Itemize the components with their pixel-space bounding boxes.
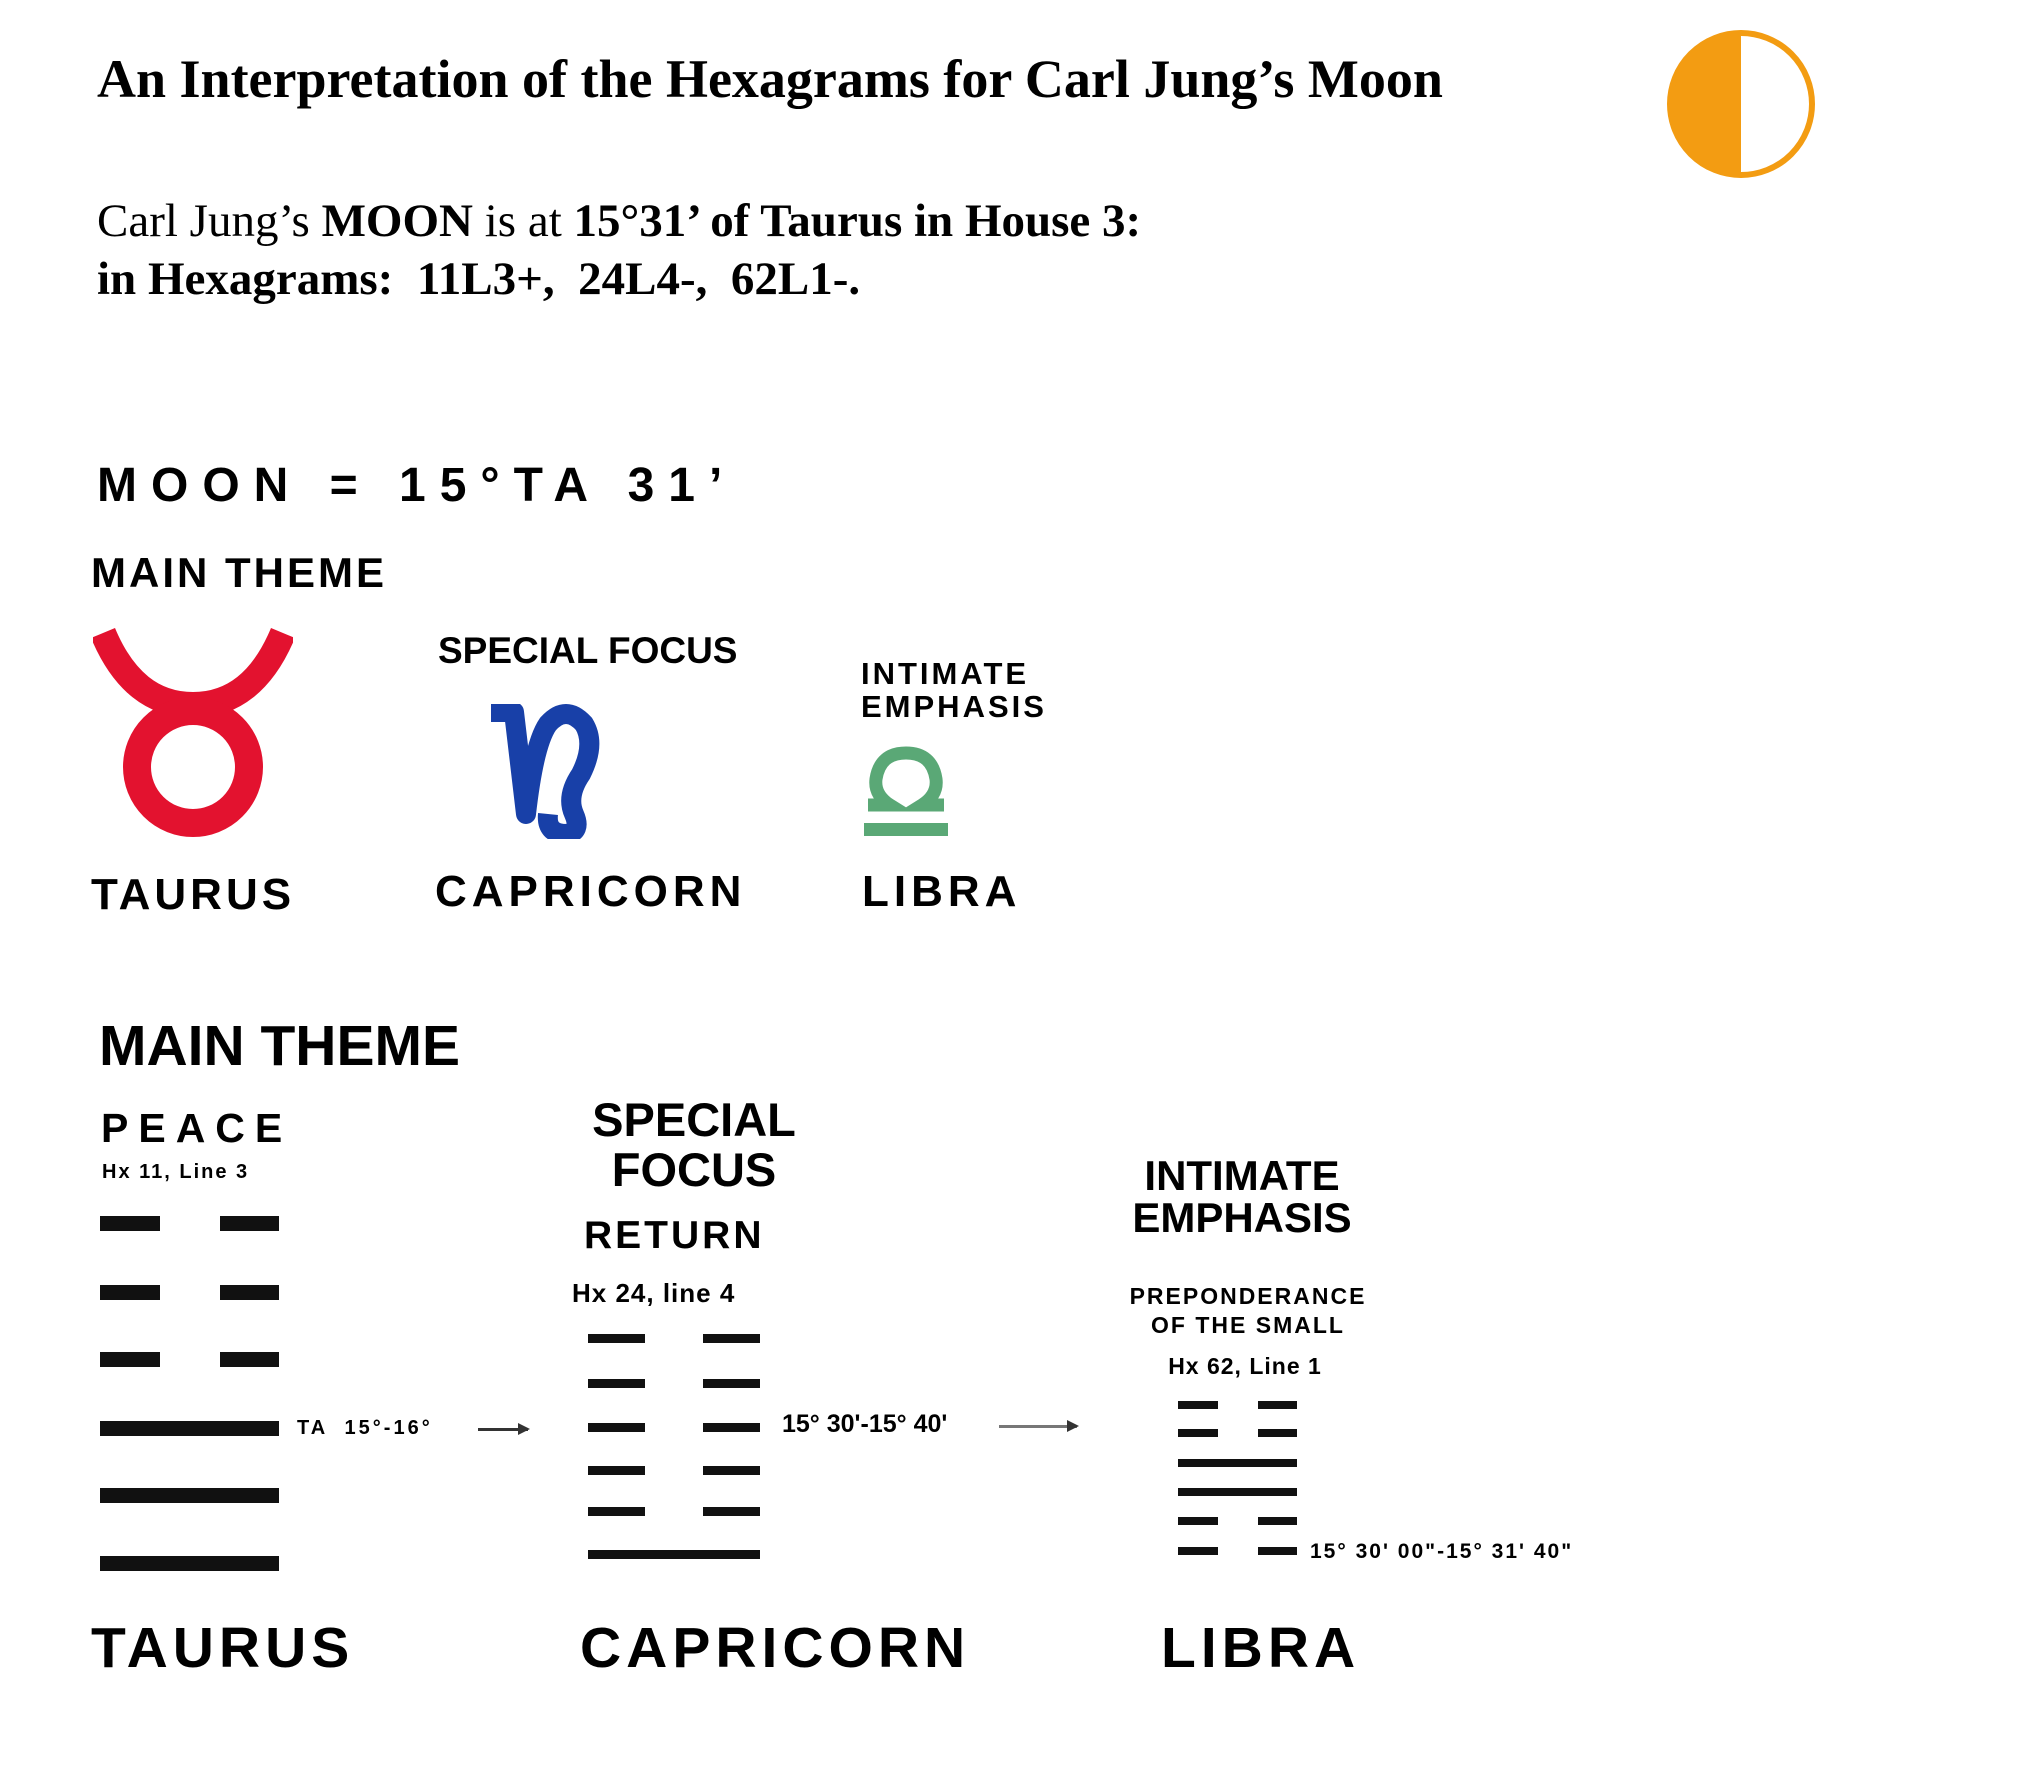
arrow-icon: [478, 1428, 528, 1431]
hexagram-62-heading-line1: INTIMATE: [1144, 1152, 1340, 1199]
yin-line-segment: [1178, 1429, 1218, 1437]
yang-line: [100, 1556, 279, 1571]
hexagram-11-ref: Hx 11, Line 3: [102, 1161, 250, 1183]
hexagram-24-ref: Hx 24, line 4: [572, 1278, 736, 1308]
yin-line-segment: [1258, 1517, 1298, 1525]
yin-line-segment: [588, 1466, 645, 1475]
hexagram-62-heading-line2: EMPHASIS: [1132, 1194, 1352, 1241]
yin-line-segment: [703, 1334, 760, 1343]
yin-line-segment: [703, 1507, 760, 1516]
yang-line: [1178, 1459, 1297, 1467]
hexagram-24-range: 15° 30'-15° 40': [782, 1410, 948, 1438]
moon-half-icon: [1665, 28, 1817, 180]
yin-line-segment: [220, 1285, 280, 1300]
hexagram-sign-taurus: TAURUS: [91, 1616, 355, 1680]
page-title: An Interpretation of the Hexagrams for Carl Jung’s Moon: [97, 49, 1443, 109]
moon-position: MOON = 15°TA 31’: [97, 459, 737, 512]
hexagram-11-name: PEACE: [101, 1105, 293, 1151]
hexagram-62-name-line1: PREPONDERANCE: [1129, 1283, 1367, 1309]
taurus-icon: [93, 625, 293, 840]
yin-line-segment: [703, 1423, 760, 1432]
capricorn-icon: [486, 704, 601, 839]
yang-line: [588, 1550, 760, 1559]
signs-intimate-line2: EMPHASIS: [861, 689, 1047, 724]
yin-line-segment: [588, 1379, 645, 1388]
intro-moon: MOON: [321, 195, 473, 247]
libra-icon: [862, 743, 950, 839]
yin-line-segment: [1178, 1517, 1218, 1525]
yin-line-segment: [100, 1352, 160, 1367]
hexagram-main-theme-heading: MAIN THEME: [99, 1014, 460, 1078]
hexagram-62-name-line2: OF THE SMALL: [1151, 1312, 1345, 1338]
intro-position: 15°31’ of Taurus in House 3:: [573, 195, 1142, 247]
hexagram-24-name: RETURN: [584, 1214, 765, 1257]
signs-main-theme-heading: MAIN THEME: [91, 549, 387, 596]
hexagram-sign-libra: LIBRA: [1161, 1616, 1361, 1680]
hexagram-11-range: TA 15°-16°: [297, 1417, 433, 1439]
yin-line-segment: [1258, 1429, 1298, 1437]
yin-line-segment: [1258, 1547, 1298, 1555]
yin-line-segment: [1258, 1401, 1298, 1409]
hexagram-62-range: 15° 30' 00"-15° 31' 40": [1310, 1540, 1574, 1563]
yang-line: [100, 1421, 279, 1436]
yin-line-segment: [100, 1216, 160, 1231]
yin-line-segment: [1178, 1401, 1218, 1409]
arrow-icon: [999, 1425, 1077, 1428]
yin-line-segment: [220, 1352, 280, 1367]
yin-line-segment: [100, 1285, 160, 1300]
hexagram-62-ref: Hx 62, Line 1: [1168, 1353, 1322, 1379]
intro-line-2: in Hexagrams: 11L3+, 24L4-, 62L1-.: [97, 253, 861, 305]
yang-line: [100, 1488, 279, 1503]
sign-label-capricorn: CAPRICORN: [435, 867, 747, 916]
hexagram-24-heading-line1: SPECIAL: [592, 1093, 796, 1146]
yin-line-segment: [703, 1379, 760, 1388]
yin-line-segment: [588, 1334, 645, 1343]
yin-line-segment: [220, 1216, 280, 1231]
yin-line-segment: [588, 1507, 645, 1516]
yin-line-segment: [703, 1466, 760, 1475]
signs-intimate-line1: INTIMATE: [861, 656, 1030, 691]
hexagram-sign-capricorn: CAPRICORN: [580, 1616, 971, 1680]
yin-line-segment: [588, 1423, 645, 1432]
sign-label-libra: LIBRA: [862, 867, 1022, 916]
hexagram-24-heading-line2: FOCUS: [611, 1143, 777, 1196]
signs-special-focus-heading: SPECIAL FOCUS: [438, 630, 738, 671]
intro-text: is at: [472, 195, 574, 247]
yin-line-segment: [1178, 1547, 1218, 1555]
intro-text: Carl Jung’s: [97, 195, 322, 247]
yang-line: [1178, 1488, 1297, 1496]
intro-line-1: [97, 195, 1142, 247]
sign-label-taurus: TAURUS: [91, 870, 296, 919]
